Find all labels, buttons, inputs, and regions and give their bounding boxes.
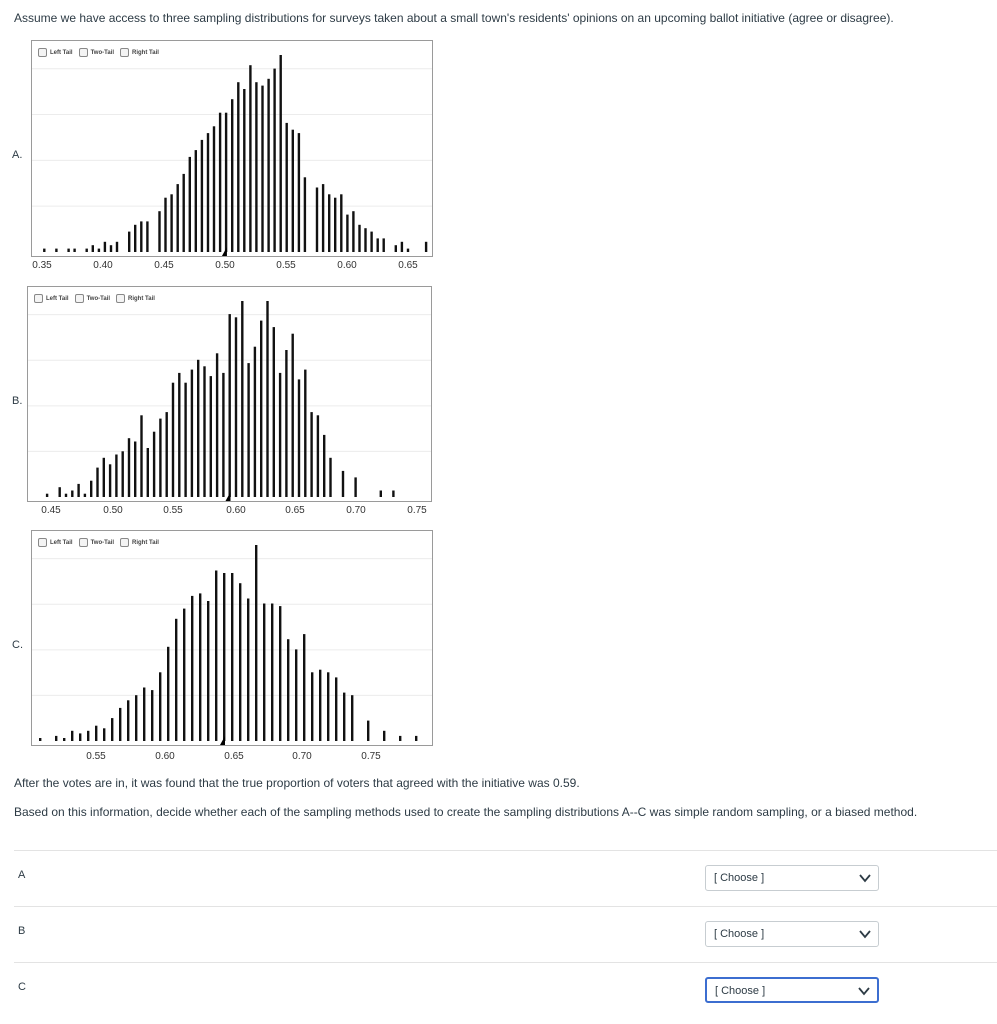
- dot-column: [146, 221, 148, 252]
- dot-column: [147, 448, 149, 497]
- dot-column: [184, 383, 186, 497]
- two-tail-checkbox[interactable]: [79, 48, 88, 57]
- chart-c-letter: C.: [12, 639, 23, 651]
- two-tail-checkbox[interactable]: [79, 538, 88, 547]
- dot-column: [280, 55, 282, 252]
- tick-label: 0.60: [337, 260, 357, 271]
- tick-label: 0.45: [154, 260, 174, 271]
- dot-column: [392, 491, 394, 498]
- dot-column: [298, 133, 300, 252]
- dot-column: [116, 242, 118, 252]
- chart-b-panel: [27, 286, 432, 502]
- question-row-a: [14, 850, 997, 906]
- dot-column: [247, 599, 249, 742]
- tick-label: 0.65: [285, 505, 305, 516]
- dot-column: [316, 188, 318, 253]
- dot-column: [215, 571, 217, 742]
- dot-column: [63, 738, 65, 741]
- dot-column: [158, 211, 160, 252]
- dot-column: [235, 317, 237, 497]
- chart-b-svg: [28, 287, 431, 501]
- chevron-down-icon: [858, 871, 872, 885]
- dot-column: [95, 726, 97, 741]
- dot-column: [271, 604, 273, 742]
- tick-label: 0.70: [292, 751, 312, 762]
- chart-a-letter: A.: [12, 149, 23, 161]
- after-votes-text: After the votes are in, it was found that the true proportion of voters that agreed with the initiative was 0.59.: [14, 776, 580, 790]
- dot-column: [159, 419, 161, 497]
- dot-column: [73, 249, 75, 252]
- tick-label: 0.65: [398, 260, 418, 271]
- dot-column: [103, 458, 105, 497]
- dot-column: [260, 321, 262, 497]
- dot-column: [328, 194, 330, 252]
- question-row-b: [14, 906, 997, 962]
- select-value: [ Choose ]: [715, 985, 766, 997]
- question-row-c: [14, 962, 997, 1018]
- dot-column: [71, 731, 73, 741]
- two-tail-checkbox[interactable]: [75, 294, 84, 303]
- dot-column: [354, 477, 356, 497]
- chevron-down-icon: [858, 927, 872, 941]
- question-letter: A: [18, 869, 26, 881]
- marker-arrow: [226, 492, 231, 501]
- dot-column: [128, 438, 130, 497]
- dot-column: [380, 491, 382, 498]
- left-tail-checkbox[interactable]: [34, 294, 43, 303]
- tick-label: 0.65: [224, 751, 244, 762]
- dot-column: [401, 242, 403, 252]
- left-tail-label: Left Tail: [50, 539, 73, 546]
- dot-column: [134, 442, 136, 498]
- chart-c-panel: [31, 530, 433, 746]
- tick-label: 0.60: [226, 505, 246, 516]
- dot-column: [111, 718, 113, 741]
- dot-column: [351, 695, 353, 741]
- tick-label: 0.55: [163, 505, 183, 516]
- left-tail-checkbox[interactable]: [38, 538, 47, 547]
- dot-column: [287, 639, 289, 741]
- dot-column: [216, 353, 218, 497]
- tail-options: [34, 294, 158, 303]
- dot-column: [172, 383, 174, 497]
- dot-column: [135, 695, 137, 741]
- dot-column: [342, 471, 344, 497]
- dot-column: [255, 82, 257, 252]
- dot-column: [219, 113, 221, 252]
- dot-column: [367, 721, 369, 741]
- two-tail-label: Two-Tail: [90, 49, 115, 56]
- dot-column: [79, 733, 81, 741]
- tail-options: [38, 538, 162, 547]
- dot-column: [210, 376, 212, 497]
- dot-column: [67, 249, 69, 252]
- dot-column: [197, 360, 199, 497]
- dot-column: [237, 82, 239, 252]
- dot-column: [241, 301, 243, 497]
- dot-column: [90, 481, 92, 497]
- dot-column: [84, 494, 86, 497]
- dot-column: [370, 232, 372, 252]
- dot-column: [213, 126, 215, 252]
- dot-column: [327, 672, 329, 741]
- dot-column: [407, 249, 409, 252]
- dot-column: [343, 693, 345, 741]
- dot-column: [323, 435, 325, 497]
- dot-column: [119, 708, 121, 741]
- dot-column: [395, 245, 397, 252]
- dot-column: [140, 415, 142, 497]
- dot-column: [170, 194, 172, 252]
- dot-column: [153, 432, 155, 497]
- dot-column: [273, 69, 275, 252]
- dot-column: [292, 130, 294, 252]
- dot-column: [96, 468, 98, 497]
- dot-column: [140, 221, 142, 252]
- dot-column: [304, 370, 306, 497]
- dot-column: [98, 249, 100, 252]
- dot-column: [46, 494, 48, 497]
- dot-column: [39, 738, 41, 741]
- dot-column: [178, 373, 180, 497]
- dot-column: [127, 700, 129, 741]
- dot-column: [122, 451, 124, 497]
- dot-column: [317, 415, 319, 497]
- dot-column: [191, 596, 193, 741]
- dot-column: [415, 736, 417, 741]
- answer-select-b[interactable]: [705, 921, 879, 947]
- right-tail-checkbox[interactable]: [120, 48, 129, 57]
- dot-column: [231, 573, 233, 741]
- dot-column: [292, 334, 294, 497]
- dot-column: [304, 177, 306, 252]
- dot-column: [86, 249, 88, 252]
- dot-column: [279, 373, 281, 497]
- right-tail-checkbox[interactable]: [116, 294, 125, 303]
- dot-column: [231, 99, 233, 252]
- dot-column: [310, 412, 312, 497]
- two-tail-label: Two-Tail: [90, 539, 115, 546]
- dot-column: [229, 314, 231, 497]
- dot-column: [279, 606, 281, 741]
- dot-column: [223, 573, 225, 741]
- dot-column: [177, 184, 179, 252]
- dot-column: [322, 184, 324, 252]
- dot-column: [166, 412, 168, 497]
- tick-label: 0.40: [93, 260, 113, 271]
- left-tail-label: Left Tail: [50, 49, 73, 56]
- select-value: [ Choose ]: [714, 872, 765, 884]
- dot-column: [319, 670, 321, 741]
- dot-column: [207, 133, 209, 252]
- dot-column: [267, 79, 269, 252]
- dot-column: [329, 458, 331, 497]
- dot-column: [199, 593, 201, 741]
- dot-column: [303, 634, 305, 741]
- dot-column: [266, 301, 268, 497]
- dot-column: [189, 157, 191, 252]
- dot-column: [383, 238, 385, 252]
- tail-options: [38, 48, 162, 57]
- dot-column: [425, 242, 427, 252]
- dot-column: [249, 65, 251, 252]
- dot-column: [159, 672, 161, 741]
- dot-column: [399, 736, 401, 741]
- dot-column: [243, 89, 245, 252]
- dot-column: [358, 225, 360, 252]
- dot-column: [65, 494, 67, 497]
- two-tail-label: Two-Tail: [86, 295, 111, 302]
- left-tail-checkbox[interactable]: [38, 48, 47, 57]
- dot-column: [335, 677, 337, 741]
- dot-column: [203, 366, 205, 497]
- right-tail-label: Right Tail: [132, 539, 159, 546]
- dot-column: [201, 140, 203, 252]
- dot-column: [352, 211, 354, 252]
- dot-column: [286, 123, 288, 252]
- dot-column: [334, 198, 336, 252]
- dot-column: [164, 198, 166, 252]
- dot-column: [128, 232, 130, 252]
- dot-column: [261, 86, 263, 252]
- dot-column: [364, 228, 366, 252]
- dot-column: [295, 649, 297, 741]
- answer-select-c[interactable]: [705, 977, 879, 1003]
- dot-column: [225, 113, 227, 252]
- dot-column: [151, 690, 153, 741]
- dot-column: [59, 487, 61, 497]
- tick-label: 0.55: [86, 751, 106, 762]
- dot-column: [92, 245, 94, 252]
- select-value: [ Choose ]: [714, 928, 765, 940]
- dot-column: [110, 245, 112, 252]
- dot-column: [263, 604, 265, 742]
- answer-select-a[interactable]: [705, 865, 879, 891]
- dot-column: [346, 215, 348, 252]
- right-tail-label: Right Tail: [132, 49, 159, 56]
- dot-column: [239, 583, 241, 741]
- dot-column: [298, 379, 300, 497]
- right-tail-label: Right Tail: [128, 295, 155, 302]
- dot-column: [43, 249, 45, 252]
- tick-label: 0.50: [215, 260, 235, 271]
- dot-column: [71, 491, 73, 498]
- dot-column: [222, 373, 224, 497]
- left-tail-label: Left Tail: [46, 295, 69, 302]
- dot-column: [143, 688, 145, 742]
- dot-column: [167, 647, 169, 741]
- tick-label: 0.75: [407, 505, 427, 516]
- dot-column: [134, 225, 136, 252]
- dot-column: [273, 327, 275, 497]
- tick-label: 0.70: [346, 505, 366, 516]
- tick-label: 0.35: [32, 260, 52, 271]
- dot-column: [183, 609, 185, 741]
- tick-label: 0.75: [361, 751, 381, 762]
- intro-text: Assume we have access to three sampling distributions for surveys taken about a small town's residents' opinions on an upcoming ballot initiative (agree or disagree).: [14, 11, 894, 25]
- dot-column: [254, 347, 256, 497]
- dot-column: [77, 484, 79, 497]
- tick-label: 0.60: [155, 751, 175, 762]
- chevron-down-icon: [857, 984, 871, 998]
- dot-column: [247, 363, 249, 497]
- dot-column: [55, 249, 57, 252]
- question-letter: B: [18, 925, 26, 937]
- dot-column: [175, 619, 177, 741]
- dot-column: [285, 350, 287, 497]
- dot-column: [103, 728, 105, 741]
- dot-column: [191, 370, 193, 497]
- chart-c-svg: [32, 531, 432, 745]
- dot-column: [87, 731, 89, 741]
- right-tail-checkbox[interactable]: [120, 538, 129, 547]
- instructions-text: Based on this information, decide whether each of the sampling methods used to create the sampling distributions A--C was simple random sampling, or a biased method.: [14, 805, 918, 819]
- dot-column: [207, 601, 209, 741]
- dot-column: [311, 672, 313, 741]
- chart-a-svg: [32, 41, 432, 256]
- question-letter: C: [18, 981, 26, 993]
- dot-column: [109, 464, 111, 497]
- dot-column: [255, 545, 257, 741]
- dot-column: [195, 150, 197, 252]
- dot-column: [104, 242, 106, 252]
- dot-column: [183, 174, 185, 252]
- marker-arrow: [222, 247, 227, 256]
- dot-column: [55, 736, 57, 741]
- dot-column: [383, 731, 385, 741]
- tick-label: 0.45: [41, 505, 61, 516]
- dot-column: [115, 455, 117, 498]
- tick-label: 0.50: [103, 505, 123, 516]
- dot-column: [340, 194, 342, 252]
- chart-b-letter: B.: [12, 395, 23, 407]
- tick-label: 0.55: [276, 260, 296, 271]
- dot-column: [377, 238, 379, 252]
- chart-a-panel: [31, 40, 433, 257]
